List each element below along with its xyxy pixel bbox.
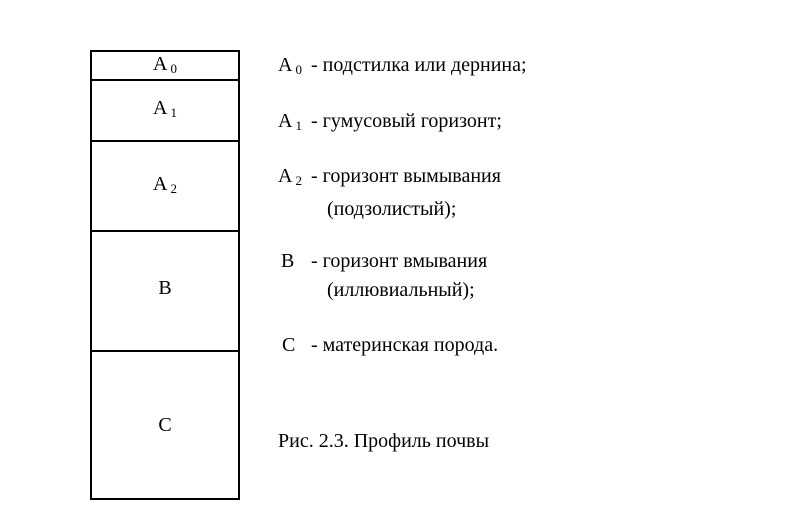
- layer-a2: [92, 142, 238, 232]
- legend-symbol: C: [282, 334, 296, 356]
- legend-description-continued: (иллювиальный);: [327, 279, 475, 301]
- figure-caption: Рис. 2.3. Профиль почвы: [278, 430, 490, 452]
- legend-description: - гумусовый горизонт;: [311, 110, 502, 132]
- layer-c: [92, 352, 238, 498]
- legend-description: - материнская порода.: [311, 334, 499, 356]
- soil-profile-column: [90, 50, 240, 500]
- legend-item-b: [281, 247, 487, 305]
- legend-item-a0: [278, 51, 527, 84]
- layer-a1-label: A $_1$: [153, 97, 177, 120]
- layer-a2-label: A $_2$: [153, 173, 177, 196]
- legend-symbol: A $_2$: [278, 165, 302, 188]
- layer-a1: [92, 81, 238, 142]
- legend-description: - горизонт вмывания: [311, 250, 488, 272]
- legend-description-continued: (подзолистый);: [327, 198, 457, 220]
- legend-symbol: B: [281, 250, 295, 272]
- legend-description: - горизонт вымывания: [311, 165, 501, 187]
- legend-item-a1: [278, 107, 502, 140]
- layer-b-label: B: [158, 277, 172, 299]
- legend-item-c: [282, 331, 498, 360]
- layer-a0: [92, 52, 238, 81]
- layer-a0-label: A $_0$: [153, 53, 177, 76]
- legend-description: - подстилка или дернина;: [311, 54, 527, 76]
- legend-symbol: A $_0$: [278, 54, 302, 77]
- legend-item-a2: [278, 162, 501, 224]
- layer-c-label: C: [158, 414, 172, 436]
- layer-b: [92, 232, 238, 352]
- legend-symbol: A $_1$: [278, 110, 302, 133]
